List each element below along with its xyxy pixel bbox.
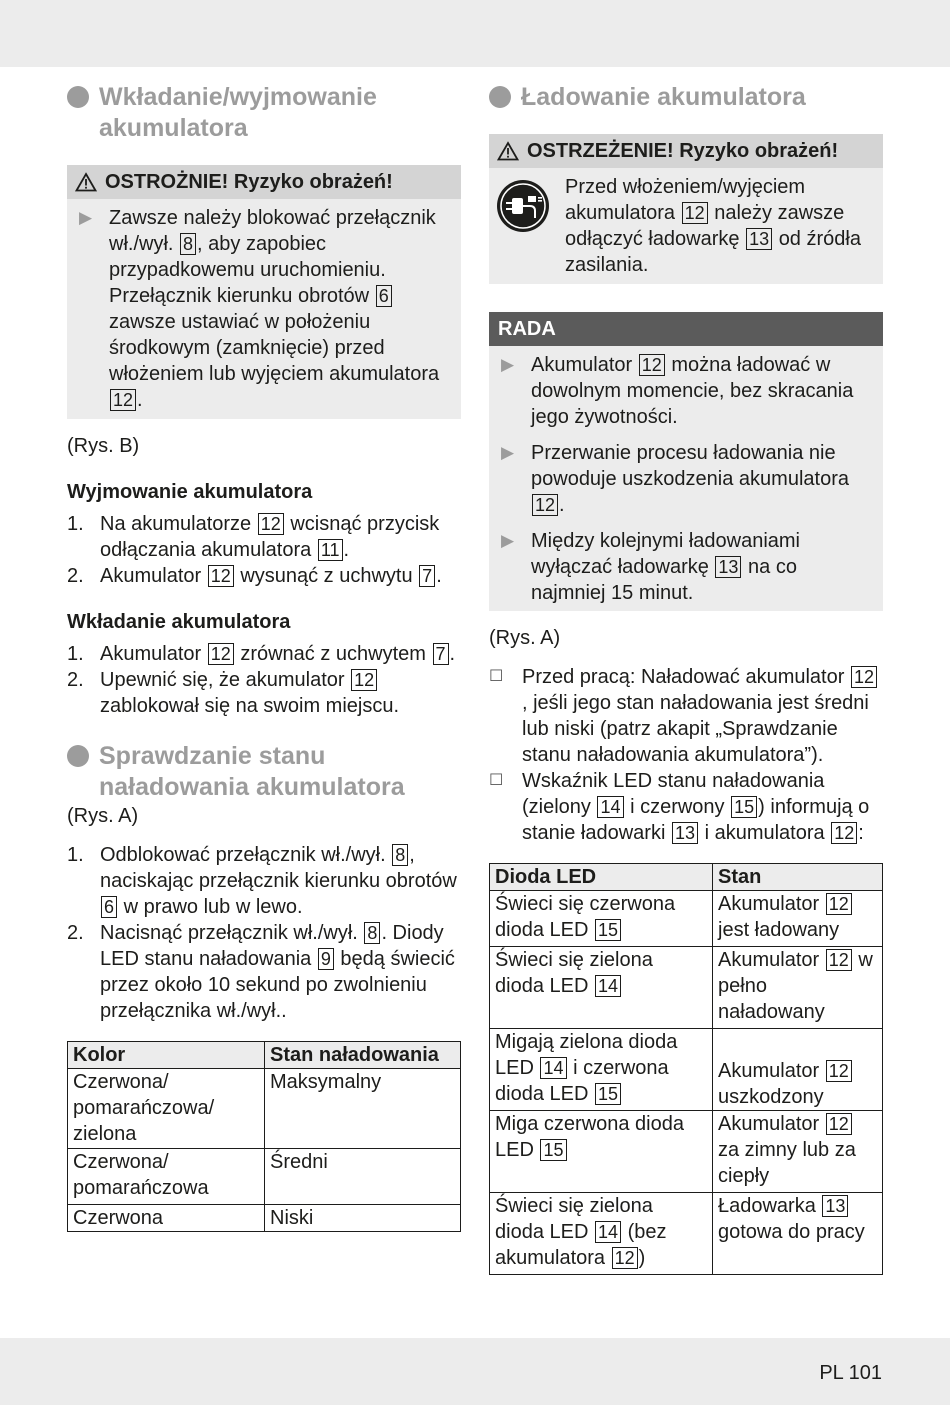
triangle-bullet-icon: ▶ [501, 443, 515, 462]
figure-ref: (Rys. A) [67, 805, 139, 827]
list-item: ☐ Wskaźnik LED stanu naładowania (zielony 14 i czerwony 15 ) informują o stanie ładowarki 13 i akumulatora 12 : [489, 770, 870, 844]
ref-box: 15 [731, 796, 757, 818]
ref-box: 12 [351, 669, 377, 691]
warning-triangle-icon [75, 172, 97, 192]
warning-header: OSTRZEŻENIE! Ryzyko obrażeń! [489, 134, 883, 168]
list-item: ▶ Przerwanie procesu ładowania nie powoduje uszkodzenia akumulatora 12 . [501, 442, 849, 516]
table-row: Czerwona/ pomarańczowa Średni [68, 1149, 461, 1205]
ref-box: 12 [826, 949, 852, 971]
ref-box: 13 [746, 228, 772, 250]
page-number: PL 101 [819, 1362, 882, 1384]
right-column [489, 82, 883, 1275]
triangle-bullet-icon: ▶ [501, 355, 515, 374]
caution-list [67, 199, 461, 419]
table-row: Miga czerwona dioda LED 15 Akumulator 12 za zimny lub za ciepły [490, 1111, 883, 1193]
tip-header: RADA [489, 312, 883, 346]
ref-box: 12 [612, 1247, 638, 1269]
list-item: ▶ Zawsze należy blokować przełącznik wł./wył. 8 , aby zapobiec przypadkowemu uruchomieniu. Przełącznik kierunku obrotów 6 zawsze ustawiać w położeniu środkowym (zamknięcie) przed włożeniem lub wyjęciem akumulatora 12 . [79, 207, 440, 411]
figure-ref: (Rys. A) [489, 627, 561, 649]
list-item: 2. Upewnić się, że akumulator 12 zablokował się na swoim miejscu. [67, 669, 400, 717]
remove-steps [67, 511, 461, 589]
ref-box: 12 [851, 666, 877, 688]
square-list [489, 664, 883, 846]
list-item: 2. Nacisnąć przełącznik wł./wył. 8 . Diody LED stanu naładowania 9 będą świecić przez około 10 sekund po zwolnieniu przełącznika wł./wył.. [67, 922, 455, 1022]
ref-box: 12 [258, 513, 284, 535]
caution-box [67, 165, 461, 419]
ref-box: 8 [364, 922, 380, 944]
section-heading-charge: Ładowanie akumulatora [489, 82, 883, 113]
ref-box: 12 [639, 354, 665, 376]
list-item: 1. Akumulator 12 zrównać z uchwytem 7 . [67, 643, 456, 665]
ref-box: 11 [318, 539, 343, 561]
ref-box: 8 [180, 233, 196, 255]
list-item: ▶ Między kolejnymi ładowaniami wyłączać ładowarkę 13 na co najmniej 15 minut. [501, 530, 800, 604]
list-item: 2. Akumulator 12 wysunąć z uchwytu 7 . [67, 565, 442, 587]
ref-box: 14 [595, 975, 621, 997]
ref-box: 12 [826, 1060, 852, 1082]
top-band [0, 0, 950, 67]
ref-box: 12 [826, 1113, 852, 1135]
caution-header: OSTROŻNIE! Ryzyko obrażeń! [67, 165, 461, 199]
square-bullet-icon: ☐ [489, 668, 504, 685]
ref-box: 7 [433, 643, 449, 665]
ref-box: 15 [595, 1083, 621, 1105]
ref-box: 6 [101, 896, 117, 918]
subheading-remove: Wyjmowanie akumulatora [67, 481, 313, 503]
table-header-row: Kolor Stan naładowania [68, 1042, 461, 1069]
ref-box: 14 [595, 1221, 621, 1243]
led-status-table [489, 863, 883, 1275]
ref-box: 15 [595, 919, 621, 941]
ref-box: 12 [532, 494, 558, 516]
charge-level-table [67, 1041, 461, 1232]
tip-list [489, 346, 883, 611]
check-steps [67, 842, 461, 1024]
triangle-bullet-icon: ▶ [79, 208, 93, 227]
heading-dot-icon [67, 86, 89, 108]
subheading-insert: Wkładanie akumulatora [67, 611, 291, 633]
ref-box: 14 [540, 1057, 566, 1079]
table-row: Czerwona Niski [68, 1205, 461, 1232]
left-column [67, 82, 461, 1232]
square-bullet-icon: ☐ [489, 772, 504, 789]
table-row: Migają zielona dioda LED 14 i czerwona dioda LED 15 Akumulator 12 uszkodzony [490, 1029, 883, 1111]
heading-dot-icon [489, 86, 511, 108]
warning-box: OSTRZEŻENIE! Ryzyko obrażeń! Przed włożeniem/wyjęciem akumulatora 12 należy zawsze odłączyć ładowarkę 13 od źródła zasilania. [489, 134, 883, 284]
table-row: Czerwona/ pomarańczowa/ zielona Maksymalny [68, 1069, 461, 1149]
section-heading-insert: Wkładanie/wyjmowanie akumulatora [67, 82, 461, 144]
ref-box: 13 [672, 822, 698, 844]
list-item: ☐ Przed pracą: Naładować akumulator 12, jeśli jego stan naładowania jest średni lub niski (patrz akapit „Sprawdzanie stanu naładowania akumulatora”). [489, 664, 883, 768]
list-item: ▶ Akumulator 12 można ładować w dowolnym momencie, bez skracania jego żywotności. [501, 354, 854, 428]
warning-triangle-icon [497, 141, 519, 161]
heading-dot-icon [67, 745, 89, 767]
ref-box: 12 [208, 565, 234, 587]
triangle-bullet-icon: ▶ [501, 531, 515, 550]
list-item: 1. Na akumulatorze 12 wcisnąć przycisk odłączania akumulatora 11 . [67, 513, 440, 561]
ref-box: 12 [826, 893, 852, 915]
ref-box: 12 [682, 202, 708, 224]
ref-box: 8 [392, 844, 408, 866]
table-row: Świeci się zielona dioda LED 14 Akumulator 12 w pełno naładowany [490, 947, 883, 1029]
ref-box: 7 [419, 565, 435, 587]
table-row: Świeci się zielona dioda LED 14 (bez akumulatora 12 ) Ładowarka 13 gotowa do pracy [490, 1193, 883, 1275]
ref-box: 9 [318, 948, 334, 970]
ref-box: 14 [597, 796, 623, 818]
tip-box [489, 312, 883, 611]
list-item: 1. Odblokować przełącznik wł./wył. 8 , naciskając przełącznik kierunku obrotów 6 w prawo lub w lewo. [67, 844, 457, 918]
unplug-mains-icon [495, 178, 551, 234]
ref-box: 12 [831, 822, 857, 844]
ref-box: 6 [376, 285, 392, 307]
section-heading-check: Sprawdzanie stanu naładowania akumulatora [67, 741, 461, 803]
bottom-band [0, 1338, 950, 1405]
table-row: Świeci się czerwona dioda LED 15 Akumulator 12 jest ładowany [490, 891, 883, 947]
ref-box: 15 [540, 1139, 566, 1161]
ref-box: 12 [208, 643, 234, 665]
insert-steps [67, 641, 461, 719]
figure-ref: (Rys. B) [67, 435, 140, 457]
ref-box: 12 [110, 389, 136, 411]
ref-box: 13 [822, 1195, 848, 1217]
ref-box: 13 [715, 556, 741, 578]
table-header-row: Dioda LED Stan [490, 864, 883, 891]
